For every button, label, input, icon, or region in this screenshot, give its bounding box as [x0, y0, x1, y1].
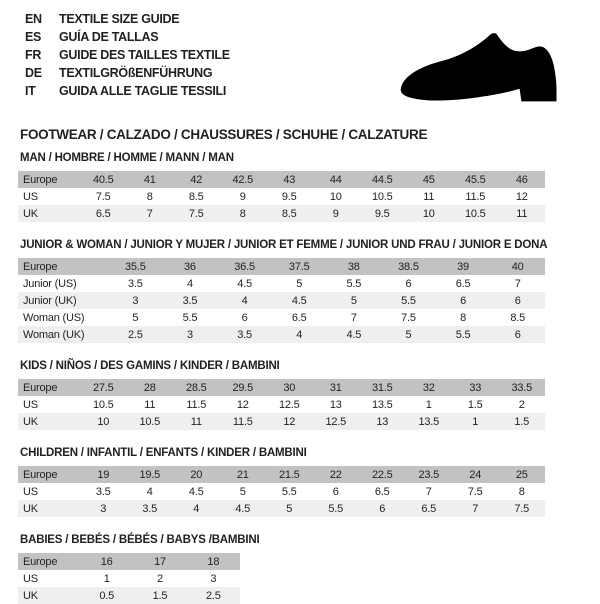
size-cell: 10.5 — [371, 190, 393, 203]
size-cell: 11.5 — [186, 398, 207, 411]
size-cell: 8.5 — [266, 205, 313, 222]
size-cell: 4 — [173, 500, 220, 517]
table-row — [18, 466, 545, 483]
size-cell: 4 — [186, 277, 193, 290]
size-cell: 1 — [103, 572, 110, 585]
size-cell: 43 — [266, 171, 313, 188]
size-cell: 12 — [266, 413, 313, 430]
table-row — [18, 396, 545, 413]
size-cell: 4 — [217, 292, 272, 309]
category-title: FOOTWEAR / CALZADO / CHAUSSURES / SCHUHE / CALZATURE — [20, 127, 428, 142]
size-cell: 24 — [452, 466, 499, 483]
size-cell: 6.5 — [455, 277, 471, 290]
size-table — [18, 553, 240, 604]
size-table-section — [18, 534, 582, 604]
size-cell: 12 — [515, 190, 528, 203]
size-cell: 5 — [296, 277, 303, 290]
size-cell: 6 — [490, 326, 545, 343]
size-cell: 22.5 — [359, 466, 406, 483]
size-cell: 2 — [518, 398, 525, 411]
size-cell: 35.5 — [108, 258, 163, 275]
size-cell: 3.5 — [127, 277, 143, 290]
size-cell: 7.5 — [173, 205, 220, 222]
size-cell: 39 — [436, 258, 491, 275]
size-cell: 44.5 — [359, 171, 406, 188]
size-cell: 6 — [405, 277, 412, 290]
size-tables — [18, 152, 582, 604]
row-label: US — [23, 398, 38, 411]
size-cell: 5.5 — [381, 292, 436, 309]
size-table-section — [18, 152, 582, 222]
size-cell: 3.5 — [163, 292, 218, 309]
size-cell: 33.5 — [499, 379, 546, 396]
size-cell: 7 — [350, 311, 357, 324]
size-table — [18, 379, 545, 430]
size-cell: 7.5 — [499, 500, 546, 517]
size-cell: 5.5 — [436, 326, 491, 343]
size-cell: 33 — [452, 379, 499, 396]
size-cell: 46 — [499, 171, 546, 188]
size-cell: 5 — [266, 500, 313, 517]
language-label: GUÍA DE TALLAS — [59, 30, 159, 44]
size-table-title: CHILDREN / INFANTIL / ENFANTS / KINDER / BAMBINI — [20, 447, 307, 459]
size-cell: 5.5 — [182, 311, 198, 324]
size-cell: 18 — [187, 553, 240, 570]
shoe-icon — [390, 24, 570, 114]
language-row — [25, 10, 230, 28]
size-cell: 44 — [313, 171, 360, 188]
size-table-section — [18, 239, 582, 343]
table-row — [18, 553, 240, 570]
size-cell: 41 — [127, 171, 174, 188]
size-cell: 23.5 — [406, 466, 453, 483]
language-code: IT — [25, 84, 36, 98]
size-cell: 9.5 — [359, 205, 406, 222]
size-cell: 4.5 — [188, 485, 204, 498]
size-cell: 5.5 — [313, 500, 360, 517]
row-label: Woman (US) — [23, 311, 85, 324]
size-cell: 45.5 — [452, 171, 499, 188]
size-cell: 6 — [359, 500, 406, 517]
size-cell: 42.5 — [220, 171, 267, 188]
size-cell: 10.5 — [92, 398, 114, 411]
size-cell: 8 — [220, 205, 267, 222]
size-cell: 21 — [220, 466, 267, 483]
size-cell: 7.5 — [467, 485, 483, 498]
size-cell: 31.5 — [359, 379, 406, 396]
size-cell: 38 — [327, 258, 382, 275]
size-cell: 17 — [133, 553, 186, 570]
size-cell: 1 — [452, 413, 499, 430]
table-row — [18, 413, 545, 430]
row-label: Junior (US) — [23, 277, 77, 290]
size-cell: 11 — [173, 413, 220, 430]
size-cell: 8 — [518, 485, 525, 498]
size-cell: 10 — [80, 413, 127, 430]
size-table-title: MAN / HOMBRE / HOMME / MANN / MAN — [20, 152, 234, 164]
size-cell: 6.5 — [406, 500, 453, 517]
size-cell: 25 — [499, 466, 546, 483]
size-cell: 12 — [236, 398, 249, 411]
size-cell: 19 — [80, 466, 127, 483]
size-cell: 6 — [436, 292, 491, 309]
table-row — [18, 188, 545, 205]
size-cell: 20 — [173, 466, 220, 483]
language-row — [25, 64, 230, 82]
language-list — [25, 10, 230, 100]
size-cell: 5 — [132, 311, 139, 324]
size-cell: 10 — [329, 190, 342, 203]
language-label: GUIDA ALLE TAGLIE TESSILI — [59, 84, 227, 98]
size-cell: 4 — [146, 485, 153, 498]
size-cell: 8 — [146, 190, 153, 203]
row-label: Europe — [18, 466, 80, 483]
size-cell: 13.5 — [406, 413, 453, 430]
size-table — [18, 258, 545, 343]
size-table — [18, 466, 545, 517]
size-cell: 4 — [272, 326, 327, 343]
size-cell: 11.5 — [465, 190, 486, 203]
size-cell: 28 — [127, 379, 174, 396]
size-table-section — [18, 360, 582, 430]
size-cell: 42 — [173, 171, 220, 188]
size-cell: 8.5 — [510, 311, 526, 324]
size-cell: 6 — [332, 485, 339, 498]
size-cell: 13.5 — [371, 398, 393, 411]
row-label: UK — [18, 500, 80, 517]
size-cell: 3.5 — [217, 326, 272, 343]
size-cell: 3.5 — [127, 500, 174, 517]
size-cell: 3 — [108, 292, 163, 309]
top-header — [0, 0, 600, 114]
size-cell: 12.5 — [313, 413, 360, 430]
size-cell: 10.5 — [452, 205, 499, 222]
table-row — [18, 326, 545, 343]
row-label: UK — [18, 587, 80, 604]
size-cell: 6.5 — [80, 205, 127, 222]
table-row — [18, 570, 240, 587]
language-code: FR — [25, 48, 42, 62]
size-cell: 4.5 — [272, 292, 327, 309]
shoe-silhouette-path — [401, 33, 557, 101]
size-cell: 7 — [425, 485, 432, 498]
size-cell: 6 — [241, 311, 248, 324]
size-cell: 7.5 — [95, 190, 111, 203]
size-cell: 6.5 — [374, 485, 390, 498]
size-cell: 5 — [381, 326, 436, 343]
size-cell: 1 — [425, 398, 432, 411]
size-cell: 6 — [490, 292, 545, 309]
table-row — [18, 275, 545, 292]
language-row — [25, 46, 230, 64]
language-code: EN — [25, 12, 42, 26]
size-cell: 3 — [210, 572, 217, 585]
size-cell: 7.5 — [401, 311, 416, 324]
size-table-section — [18, 447, 582, 517]
size-cell: 31 — [313, 379, 360, 396]
language-label: GUIDE DES TAILLES TEXTILE — [59, 48, 230, 62]
row-label: Europe — [18, 553, 80, 570]
table-row — [18, 309, 545, 326]
row-label: UK — [18, 413, 80, 430]
size-table — [18, 171, 545, 222]
size-cell: 13 — [359, 413, 406, 430]
size-cell: 0.5 — [80, 587, 133, 604]
size-cell: 40.5 — [80, 171, 127, 188]
language-code: DE — [25, 66, 42, 80]
size-cell: 8.5 — [188, 190, 204, 203]
size-cell: 7 — [452, 500, 499, 517]
size-cell: 8 — [460, 311, 467, 324]
size-cell: 38.5 — [381, 258, 436, 275]
row-label: US — [23, 190, 38, 203]
row-label: Europe — [18, 258, 108, 275]
row-label: US — [23, 485, 38, 498]
size-cell: 5 — [327, 292, 382, 309]
size-cell: 2.5 — [108, 326, 163, 343]
size-table-title: JUNIOR & WOMAN / JUNIOR Y MUJER / JUNIOR ET FEMME / JUNIOR UND FRAU / JUNIOR E DONA — [20, 239, 548, 251]
row-label: Junior (UK) — [18, 292, 108, 309]
size-cell: 2.5 — [187, 587, 240, 604]
size-cell: 36 — [163, 258, 218, 275]
size-cell: 7 — [127, 205, 174, 222]
language-label: TEXTILE SIZE GUIDE — [59, 12, 180, 26]
size-cell: 12.5 — [278, 398, 300, 411]
size-cell: 11 — [423, 190, 435, 203]
size-cell: 45 — [406, 171, 453, 188]
row-label: Europe — [18, 379, 80, 396]
size-cell: 9 — [239, 190, 246, 203]
size-table-title: KIDS / NIÑOS / DES GAMINS / KINDER / BAMBINI — [20, 360, 280, 372]
size-cell: 11 — [499, 205, 546, 222]
row-label: Europe — [18, 171, 80, 188]
size-cell: 11 — [144, 398, 156, 411]
size-cell: 2 — [157, 572, 163, 585]
size-cell: 5.5 — [281, 485, 297, 498]
table-row — [18, 500, 545, 517]
size-cell: 29.5 — [220, 379, 267, 396]
table-row — [18, 258, 545, 275]
size-cell: 3.5 — [95, 485, 111, 498]
size-cell: 16 — [80, 553, 133, 570]
language-row — [25, 28, 230, 46]
size-cell: 5 — [239, 485, 246, 498]
row-label: Woman (UK) — [18, 326, 108, 343]
size-cell: 7 — [514, 277, 521, 290]
row-label: UK — [18, 205, 80, 222]
table-row — [18, 292, 545, 309]
size-cell: 4.5 — [237, 277, 252, 290]
size-cell: 3 — [163, 326, 218, 343]
language-code: ES — [25, 30, 42, 44]
table-row — [18, 483, 545, 500]
table-row — [18, 379, 545, 396]
size-cell: 9.5 — [281, 190, 297, 203]
table-row — [18, 205, 545, 222]
size-cell: 6.5 — [291, 311, 307, 324]
row-label: US — [23, 572, 38, 585]
size-cell: 5.5 — [346, 277, 362, 290]
size-cell: 1.5 — [467, 398, 483, 411]
size-cell: 1.5 — [499, 413, 546, 430]
size-cell: 1.5 — [133, 587, 186, 604]
size-cell: 21.5 — [266, 466, 313, 483]
size-cell: 3 — [80, 500, 127, 517]
table-row — [18, 171, 545, 188]
size-cell: 9 — [313, 205, 360, 222]
size-cell: 30 — [266, 379, 313, 396]
language-row — [25, 82, 230, 100]
size-cell: 4.5 — [327, 326, 382, 343]
size-table-title: BABIES / BEBÉS / BÉBÉS / BABYS /BAMBINI — [20, 534, 260, 546]
size-cell: 37.5 — [272, 258, 327, 275]
size-cell: 27.5 — [80, 379, 127, 396]
size-cell: 11.5 — [220, 413, 267, 430]
size-cell: 10.5 — [127, 413, 174, 430]
size-cell: 40 — [490, 258, 545, 275]
size-cell: 36.5 — [217, 258, 272, 275]
language-label: TEXTILGRÖßENFÜHRUNG — [59, 66, 213, 80]
size-cell: 10 — [406, 205, 453, 222]
size-cell: 22 — [313, 466, 360, 483]
size-cell: 32 — [406, 379, 453, 396]
table-row — [18, 587, 240, 604]
size-cell: 28.5 — [173, 379, 220, 396]
size-cell: 19.5 — [127, 466, 174, 483]
size-cell: 13 — [329, 398, 342, 411]
size-cell: 4.5 — [220, 500, 267, 517]
